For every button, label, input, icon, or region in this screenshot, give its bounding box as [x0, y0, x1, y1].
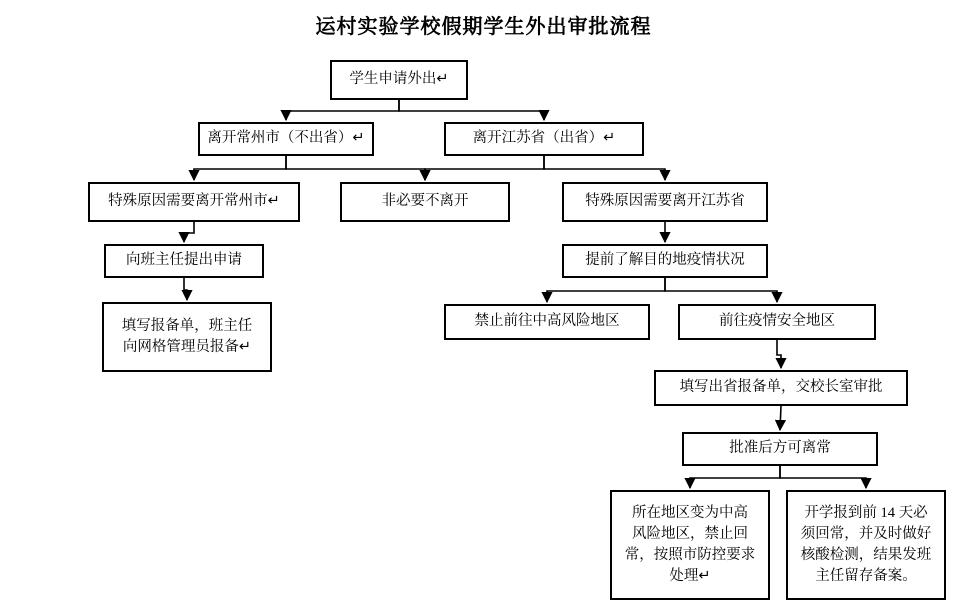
flow-node-label: 提前了解目的地疫情状况: [585, 252, 745, 269]
flow-node-special_city: [88, 182, 300, 222]
flow-edge-know_epidemic-to-forbid_risk: [547, 278, 665, 302]
flow-node-risk_area: [610, 490, 770, 600]
flow-edge-leave_prov-to-no_leave: [425, 156, 544, 180]
flow-node-label: 批准后方可离常: [729, 440, 831, 457]
flow-edge-fill_prov-to-approved: [780, 406, 781, 430]
flow-edge-start-to-leave_prov: [399, 100, 544, 120]
flow-node-return_test: [786, 490, 946, 600]
flow-node-label: 开学报到前 14 天必 须回常，并及时做好 核酸检测，结果发班 主任留存备案。: [800, 504, 932, 585]
flow-edge-special_city-to-apply_teacher: [184, 222, 194, 242]
flow-edge-start-to-leave_city: [286, 100, 399, 120]
flow-edge-leave_city-to-no_leave: [286, 156, 425, 180]
flow-node-label: 特殊原因需要离开江苏省: [585, 193, 745, 210]
flow-node-leave_city: [198, 122, 374, 156]
flow-node-approved: [682, 432, 878, 466]
page-title: 运村实验学校假期学生外出审批流程: [315, 16, 652, 38]
flow-edge-go_safe-to-fill_prov: [777, 340, 781, 368]
flow-node-label: 非必要不离开: [381, 193, 469, 210]
flow-edge-approved-to-return_test: [780, 466, 866, 488]
flow-node-label: 填写出省报备单，交校长室审批: [679, 379, 883, 396]
flow-node-label: 向班主任提出申请: [126, 252, 242, 269]
flow-edge-know_epidemic-to-go_safe: [665, 278, 777, 302]
flow-node-label: 学生申请外出↵: [349, 71, 449, 88]
flow-node-label: 特殊原因需要离开常州市↵: [108, 193, 280, 210]
flow-node-special_prov: [562, 182, 768, 222]
flow-node-label: 前往疫情安全地区: [719, 313, 835, 330]
flow-node-label: 填写报备单，班主任 向网格管理员报备↵: [121, 317, 253, 355]
flow-node-label: 禁止前往中高风险地区: [474, 313, 620, 330]
flow-node-no_leave: [340, 182, 510, 222]
flow-edge-apply_teacher-to-fill_form: [184, 278, 187, 300]
flow-node-leave_prov: [444, 122, 644, 156]
flow-node-fill_form: [102, 302, 272, 372]
flow-node-start: [330, 60, 468, 100]
flow-edge-leave_city-to-special_city: [194, 156, 286, 180]
flow-node-label: 离开常州市（不出省）↵: [207, 130, 365, 147]
flow-node-go_safe: [678, 304, 876, 340]
flow-edge-approved-to-risk_area: [690, 466, 780, 488]
flow-node-label: 离开江苏省（出省）↵: [472, 130, 616, 147]
flow-node-fill_prov: [654, 370, 908, 406]
flow-node-forbid_risk: [444, 304, 650, 340]
flow-node-label: 所在地区变为中高 风险地区，禁止回 常，按照市防控要求 处理↵: [624, 504, 756, 585]
flow-node-apply_teacher: [104, 244, 264, 278]
flow-edge-leave_prov-to-special_prov: [544, 156, 665, 180]
flow-node-know_epidemic: [562, 244, 768, 278]
